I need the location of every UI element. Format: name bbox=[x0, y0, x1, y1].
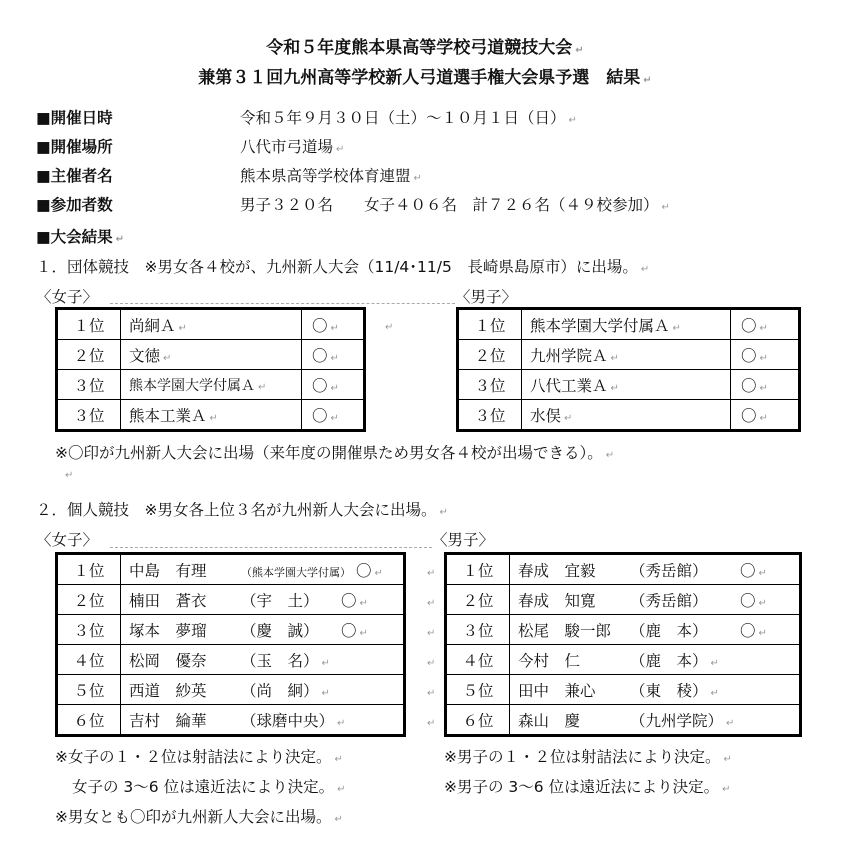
info-value-participants: 男子３２０名 女子４０６名 計７２６名（４９校参加） ↵ bbox=[240, 196, 670, 214]
paragraph-mark: ↵ bbox=[427, 718, 436, 729]
name-cell: 春成 知寛 （秀岳館） 〇 ↵ bbox=[510, 585, 801, 615]
table-row bbox=[446, 585, 801, 615]
final-note: ※男女とも〇印が九州新人大会に出場。 ↵ bbox=[55, 808, 343, 826]
table-row bbox=[446, 675, 801, 705]
table-row bbox=[57, 675, 405, 705]
rank-cell: １位 bbox=[57, 309, 121, 340]
name-cell: 楠田 蒼衣 （宇 土） 〇 ↵ bbox=[121, 585, 405, 615]
table-row bbox=[57, 370, 365, 400]
team-female-table bbox=[55, 307, 366, 432]
male-note-2: ※男子の 3～6 位は遠近法により決定。 ↵ bbox=[444, 778, 731, 796]
team-heading: １．団体競技 ※男女各４校が、九州新人大会（11/4･11/5 長崎県島原市）に出場。 ↵ bbox=[36, 258, 650, 276]
table-row bbox=[446, 615, 801, 645]
team-note: ※〇印が九州新人大会に出場（来年度の開催県ため男女各４校が出場できる）。 ↵ bbox=[55, 444, 615, 462]
rank-cell: ４位 bbox=[57, 645, 121, 675]
info-label-venue: ■開催場所 bbox=[36, 138, 113, 156]
table-row bbox=[57, 400, 365, 431]
mark-cell: 〇 ↵ bbox=[731, 309, 800, 340]
mark-cell: 〇 ↵ bbox=[302, 340, 365, 370]
info-value-organizer: 熊本県高等学校体育連盟 ↵ bbox=[240, 167, 422, 185]
mark-cell: 〇 ↵ bbox=[731, 370, 800, 400]
rank-cell: ６位 bbox=[446, 705, 510, 736]
female-note-1: ※女子の１・２位は射詰法により決定。 ↵ bbox=[55, 748, 343, 766]
mark-cell: 〇 ↵ bbox=[302, 400, 365, 431]
rank-cell: ３位 bbox=[446, 615, 510, 645]
info-label-organizer: ■主催者名 bbox=[36, 167, 113, 185]
table-row bbox=[57, 705, 405, 736]
dashed-line bbox=[110, 547, 432, 548]
school-cell: 尚絅Ａ ↵ bbox=[121, 309, 302, 340]
name-cell: 田中 兼心 （東 稜） ↵ bbox=[510, 675, 801, 705]
school-cell: 文徳 ↵ bbox=[121, 340, 302, 370]
info-value-date: 令和５年９月３０日（土）～１０月１日（日） ↵ bbox=[240, 109, 577, 127]
info-label-participants: ■参加者数 bbox=[36, 196, 113, 214]
table-row bbox=[57, 340, 365, 370]
title-line-1: 令和５年度熊本県高等学校弓道競技大会 ↵ bbox=[266, 38, 584, 58]
rank-cell: １位 bbox=[458, 309, 522, 340]
team-female-label: 〈女子〉 bbox=[36, 288, 99, 306]
team-male-label: 〈男子〉 bbox=[455, 288, 518, 306]
table-row bbox=[458, 340, 800, 370]
individual-female-table bbox=[55, 552, 406, 737]
mark-cell: 〇 ↵ bbox=[302, 309, 365, 340]
rank-cell: ３位 bbox=[458, 370, 522, 400]
paragraph-mark: ↵ bbox=[385, 322, 394, 333]
rank-cell: ６位 bbox=[57, 705, 121, 736]
title-line-2: 兼第３１回九州高等学校新人弓道選手権大会県予選 結果 ↵ bbox=[198, 68, 652, 88]
mark-cell: 〇 ↵ bbox=[731, 340, 800, 370]
school-cell: 熊本学園大学付属Ａ ↵ bbox=[121, 370, 302, 400]
rank-cell: ３位 bbox=[458, 400, 522, 431]
table-row bbox=[57, 554, 405, 585]
info-label-date: ■開催日時 bbox=[36, 109, 113, 127]
school-cell: 九州学院Ａ ↵ bbox=[522, 340, 731, 370]
name-cell: 松岡 優奈 （玉 名） ↵ bbox=[121, 645, 405, 675]
team-male-table bbox=[456, 307, 801, 432]
results-heading: ■大会結果 ↵ bbox=[36, 228, 125, 246]
paragraph-mark: ↵ bbox=[427, 688, 436, 699]
info-value-venue: 八代市弓道場 ↵ bbox=[240, 138, 345, 156]
individual-heading: ２．個人競技 ※男女各上位３名が九州新人大会に出場。 ↵ bbox=[36, 501, 448, 519]
school-cell: 熊本学園大学付属Ａ ↵ bbox=[522, 309, 731, 340]
table-row bbox=[446, 705, 801, 736]
name-cell: 森山 慶 （九州学院） ↵ bbox=[510, 705, 801, 736]
table-row bbox=[446, 554, 801, 585]
table-row bbox=[458, 309, 800, 340]
name-cell: 吉村 綸華 （球磨中央） ↵ bbox=[121, 705, 405, 736]
paragraph-mark: ↵ bbox=[427, 568, 436, 579]
rank-cell: １位 bbox=[57, 554, 121, 585]
name-cell: 松尾 駿一郎 （鹿 本） 〇 ↵ bbox=[510, 615, 801, 645]
table-row bbox=[57, 309, 365, 340]
rank-cell: ２位 bbox=[57, 340, 121, 370]
rank-cell: ３位 bbox=[57, 400, 121, 431]
name-cell: 今村 仁 （鹿 本） ↵ bbox=[510, 645, 801, 675]
table-row bbox=[57, 615, 405, 645]
rank-cell: ３位 bbox=[57, 370, 121, 400]
rank-cell: ５位 bbox=[57, 675, 121, 705]
name-cell: 春成 宜毅 （秀岳館） 〇 ↵ bbox=[510, 554, 801, 585]
mark-cell: 〇 ↵ bbox=[731, 400, 800, 431]
male-note-1: ※男子の１・２位は射詰法により決定。 ↵ bbox=[444, 748, 732, 766]
paragraph-mark: ↵ bbox=[427, 658, 436, 669]
table-row bbox=[446, 645, 801, 675]
school-cell: 熊本工業Ａ ↵ bbox=[121, 400, 302, 431]
rank-cell: １位 bbox=[446, 554, 510, 585]
rank-cell: ２位 bbox=[446, 585, 510, 615]
school-cell: 八代工業Ａ ↵ bbox=[522, 370, 731, 400]
table-row bbox=[57, 645, 405, 675]
name-cell: 中島 有理 （熊本学園大学付属） 〇 ↵ bbox=[121, 554, 405, 585]
dashed-line bbox=[110, 303, 455, 304]
female-note-2: 女子の 3～6 位は遠近法により決定。 ↵ bbox=[72, 778, 346, 796]
name-cell: 塚本 夢瑠 （慶 誠） 〇 ↵ bbox=[121, 615, 405, 645]
rank-cell: ２位 bbox=[458, 340, 522, 370]
table-row bbox=[458, 370, 800, 400]
paragraph-mark: ↵ bbox=[65, 470, 74, 481]
table-row bbox=[458, 400, 800, 431]
rank-cell: ４位 bbox=[446, 645, 510, 675]
individual-male-label: 〈男子〉 bbox=[432, 531, 495, 549]
paragraph-mark: ↵ bbox=[427, 628, 436, 639]
individual-male-table bbox=[444, 552, 802, 737]
rank-cell: ２位 bbox=[57, 585, 121, 615]
table-row bbox=[57, 585, 405, 615]
paragraph-mark: ↵ bbox=[427, 598, 436, 609]
individual-female-label: 〈女子〉 bbox=[36, 531, 99, 549]
rank-cell: ３位 bbox=[57, 615, 121, 645]
mark-cell: 〇 ↵ bbox=[302, 370, 365, 400]
school-cell: 水俣 ↵ bbox=[522, 400, 731, 431]
rank-cell: ５位 bbox=[446, 675, 510, 705]
name-cell: 西道 紗英 （尚 絅） ↵ bbox=[121, 675, 405, 705]
